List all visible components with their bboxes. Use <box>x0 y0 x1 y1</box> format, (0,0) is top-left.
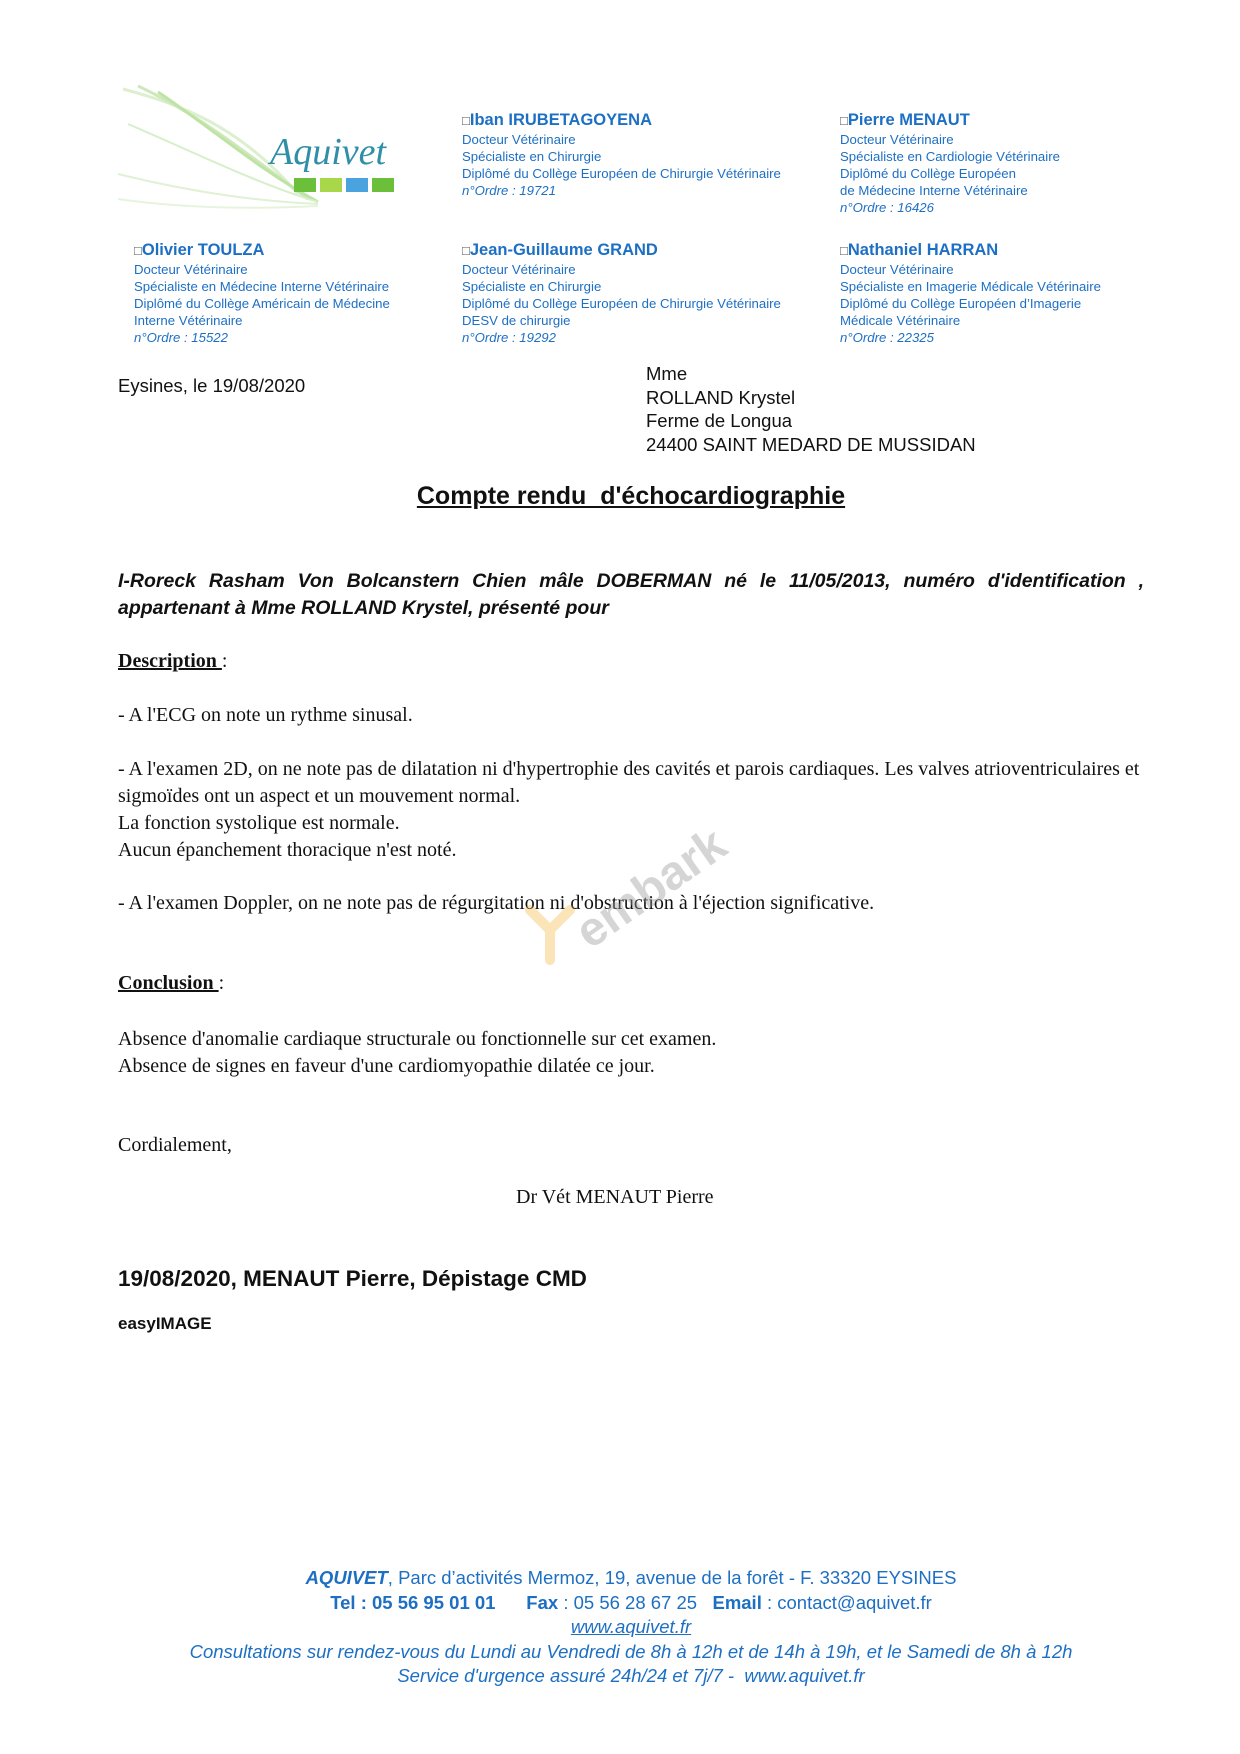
doctor-card-irubetagoyena: □Iban IRUBETAGOYENA Docteur Vétérinaire Spécialiste en Chirurgie Diplômé du Collège Européen de Chirurgie Vétérinaire n°Ordre : 19721 <box>462 111 781 198</box>
footer-email-label: Email <box>712 1591 762 1613</box>
footer-emergency: Service d'urgence assuré 24h/24 et 7j/7 - www.aquivet.fr <box>397 1665 865 1686</box>
recipient-name: ROLLAND Krystel <box>646 386 796 408</box>
doctor-name: Olivier TOULZA <box>141 241 265 259</box>
doctor-order: n°Ordre : 19292 <box>462 330 556 345</box>
conclusion-paragraph: Absence de signes en faveur d'une cardiomyopathie dilatée ce jour. <box>118 1055 655 1077</box>
doctor-order: n°Ordre : 22325 <box>840 330 934 345</box>
doctor-specialty: Spécialiste en Imagerie Médicale Vétérinaire <box>840 279 1101 294</box>
conclusion-colon: : <box>218 972 225 994</box>
signature: Dr Vét MENAUT Pierre <box>516 1186 714 1208</box>
footer-hours: Consultations sur rendez-vous du Lundi au Vendredi de 8h à 12h et de 14h à 19h, et le Samedi de 8h à 12h <box>189 1640 1073 1662</box>
footer-fax: : 05 56 28 67 25 <box>558 1591 698 1613</box>
record-line: 19/08/2020, MENAUT Pierre, Dépistage CMD <box>118 1266 587 1291</box>
doctor-name: Jean-Guillaume GRAND <box>469 241 658 259</box>
software-name: easyIMAGE <box>118 1314 212 1333</box>
description-label: Description <box>118 650 222 672</box>
description-paragraph: - A l'examen 2D, on ne note pas de dilatation ni d'hypertrophie des cavités et parois cardiaques. Les valves atrioventriculaires et sigmoïdes ont un aspect et un mouvement normal. <box>118 758 1140 807</box>
doctor-specialty: Spécialiste en Chirurgie <box>462 279 602 294</box>
doctor-title: Docteur Vétérinaire <box>840 262 954 277</box>
doctor-name: Nathaniel HARRAN <box>847 241 999 259</box>
watermark-text: embark <box>565 817 737 960</box>
doctor-diploma-cont: de Médecine Interne Vétérinaire <box>840 183 1028 198</box>
closing: Cordialement, <box>118 1134 232 1156</box>
doctor-diploma: Diplômé du Collège Européen de Chirurgie Vétérinaire <box>462 166 781 181</box>
doctor-name: Pierre MENAUT <box>847 111 970 129</box>
description-ecg <box>118 702 1148 729</box>
footer-website-link[interactable]: www.aquivet.fr <box>570 1616 692 1637</box>
conclusion-label: Conclusion <box>118 972 219 994</box>
footer-fax-label: Fax <box>526 1591 559 1613</box>
footer-email[interactable]: : contact@aquivet.fr <box>761 1591 932 1613</box>
doctor-specialty: Spécialiste en Médecine Interne Vétérinaire <box>134 279 390 294</box>
doctor-diploma: Diplômé du Collège Européen <box>840 166 1016 181</box>
conclusion-heading <box>118 972 224 995</box>
aquivet-logo <box>118 84 440 234</box>
patient-info: I-Roreck Rasham Von Bolcanstern Chien mâle DOBERMAN né le 11/05/2013, numéro d'identification , appartenant à Mme ROLLAND Krystel, présenté pour <box>118 570 1144 619</box>
doctor-diploma: Diplômé du Collège Européen de Chirurgie Vétérinaire <box>462 296 781 311</box>
description-colon: : <box>221 650 228 672</box>
doctor-title: Docteur Vétérinaire <box>840 132 954 147</box>
doctor-diploma-cont: Interne Vétérinaire <box>134 313 243 328</box>
doctor-diploma: Diplômé du Collège Européen d’Imagerie <box>840 296 1082 311</box>
recipient-title: Mme <box>646 363 688 384</box>
footer <box>0 1566 1240 1689</box>
footer-company: AQUIVET <box>305 1567 388 1588</box>
letter-date: Eysines, le 19/08/2020 <box>118 375 306 396</box>
doctor-card-harran: □Nathaniel HARRAN Docteur Vétérinaire Spécialiste en Imagerie Médicale Vétérinaire Diplômé du Collège Européen d’Imagerie Médicale Vétérinaire n°Ordre : 22325 <box>840 241 1101 345</box>
logo-text: Aquivet <box>270 131 387 173</box>
doctor-title: Docteur Vétérinaire <box>462 132 576 147</box>
doctor-order: n°Ordre : 19721 <box>462 183 556 198</box>
report-title: Compte rendu d'échocardiographie <box>416 482 846 510</box>
description-paragraph: La fonction systolique est normale. <box>118 812 400 834</box>
footer-tel: Tel : 05 56 95 01 01 <box>330 1591 496 1613</box>
conclusion-paragraph: Absence d'anomalie cardiaque structurale ou fonctionnelle sur cet examen. <box>118 1028 717 1050</box>
doctor-desv: DESV de chirurgie <box>462 313 571 328</box>
footer-address: , Parc d’activités Mermoz, 19, avenue de la forêt - F. 33320 EYSINES <box>387 1567 957 1588</box>
doctor-order: n°Ordre : 16426 <box>840 200 934 215</box>
doctor-specialty: Spécialiste en Chirurgie <box>462 149 602 164</box>
description-heading <box>118 650 227 673</box>
doctor-diploma-cont: Médicale Vétérinaire <box>840 313 961 328</box>
doctor-diploma: Diplômé du Collège Américain de Médecine <box>134 296 390 311</box>
description-paragraph: Aucun épanchement thoracique n'est noté. <box>118 839 457 861</box>
recipient-street: Ferme de Longua <box>646 410 793 431</box>
doctor-specialty: Spécialiste en Cardiologie Vétérinaire <box>840 149 1060 164</box>
doctor-name: Iban IRUBETAGOYENA <box>469 111 652 129</box>
recipient-city: 24400 SAINT MEDARD DE MUSSIDAN <box>646 433 976 455</box>
footer-contact-line <box>0 1591 1240 1616</box>
doctor-order: n°Ordre : 15522 <box>134 330 228 345</box>
doctor-card-menaut: □Pierre MENAUT Docteur Vétérinaire Spécialiste en Cardiologie Vétérinaire Diplômé du Collège Européen de Médecine Interne Vétérinaire n°Ordre : 16426 <box>840 111 1060 215</box>
conclusion-text <box>118 1026 1148 1080</box>
recipient-address <box>646 362 976 456</box>
description-paragraph: - A l'ECG on note un rythme sinusal. <box>118 704 413 726</box>
doctor-title: Docteur Vétérinaire <box>134 262 248 277</box>
doctor-card-toulza: □Olivier TOULZA Docteur Vétérinaire Spécialiste en Médecine Interne Vétérinaire Diplômé du Collège Américain de Médecine Interne Vétérinaire n°Ordre : 15522 <box>134 241 390 345</box>
description-paragraph: - A l'examen Doppler, on ne note pas de régurgitation ni d'obstruction à l'éjection significative. <box>118 892 875 914</box>
doctor-title: Docteur Vétérinaire <box>462 262 576 277</box>
embark-watermark <box>500 800 780 980</box>
footer-address-line <box>0 1566 1240 1591</box>
doctor-card-grand: □Jean-Guillaume GRAND Docteur Vétérinaire Spécialiste en Chirurgie Diplômé du Collège Européen de Chirurgie Vétérinaire DESV de chirurgie n°Ordre : 19292 <box>462 241 781 345</box>
